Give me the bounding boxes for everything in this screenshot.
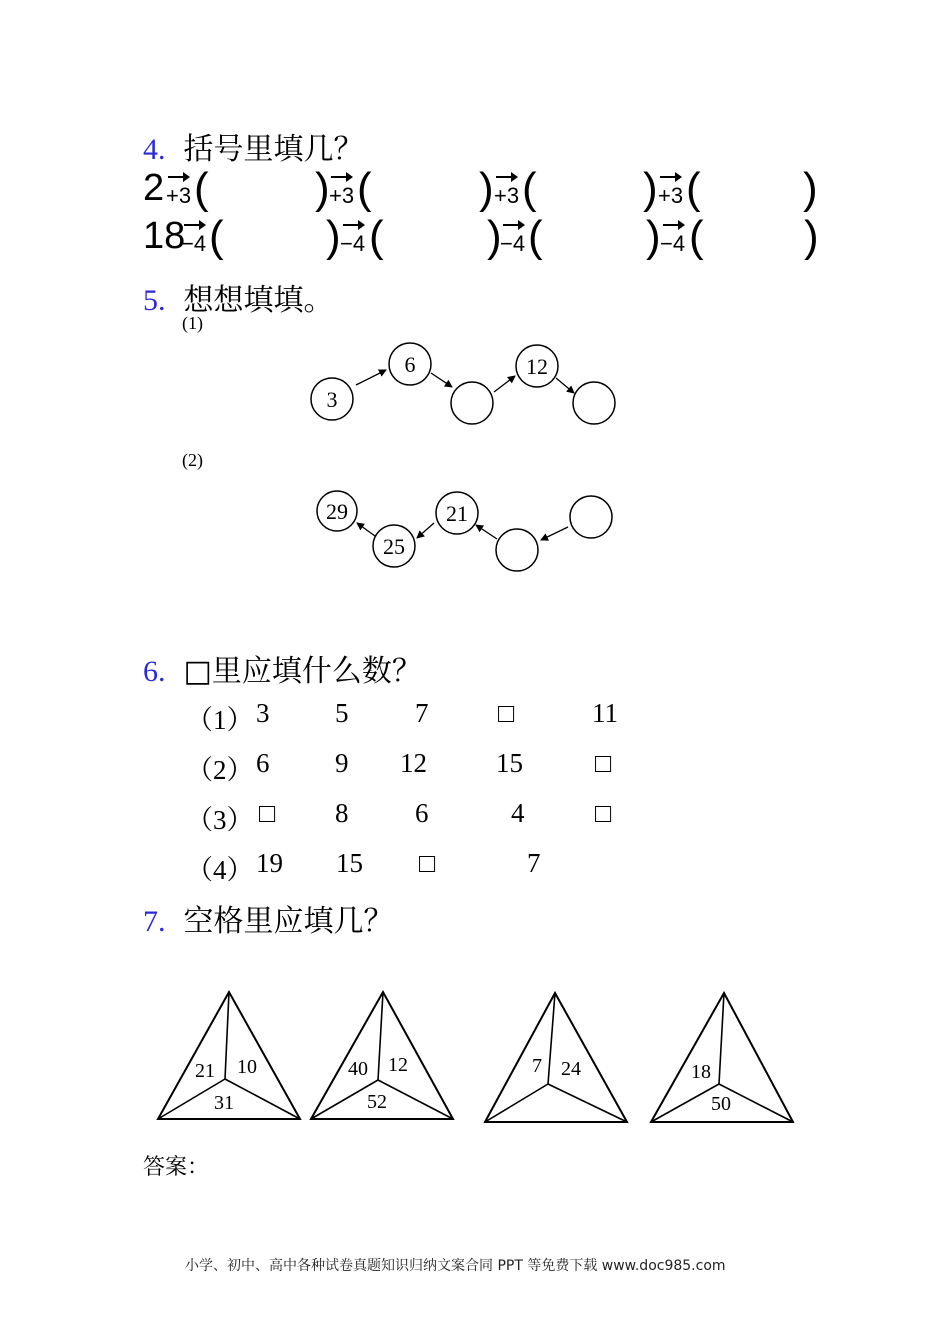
q7-t4-bottom: 50 — [711, 1093, 731, 1115]
q7-triangle-1 — [158, 992, 300, 1119]
q6-row3-blank[interactable]: □ — [259, 798, 276, 828]
q7-t2-bottom: 52 — [367, 1091, 387, 1113]
q5-p1-value-1: 3 — [326, 387, 338, 412]
q6-row4-label: （4） — [186, 855, 254, 885]
arrow-icon — [541, 527, 568, 540]
arrow-icon — [357, 523, 375, 536]
q4-row1-open-4: ( — [686, 164, 701, 213]
q4-row1-op-3: +3 — [494, 183, 520, 208]
q6-row2-item: 9 — [335, 748, 349, 778]
q5-p2-value-3: 21 — [446, 501, 468, 526]
q5-part1-label: (1) — [182, 313, 203, 333]
arrow-right-icon — [183, 219, 207, 231]
q4-row1-close-4: ) — [803, 164, 818, 213]
answer-label: 答案： — [143, 1155, 210, 1180]
q7-t1-right: 10 — [237, 1056, 257, 1078]
q5-part2-label: (2) — [182, 450, 203, 470]
q7-t2-right: 12 — [388, 1054, 408, 1076]
q4-row2-open-1: ( — [209, 212, 224, 261]
q6-row3-item: 4 — [511, 798, 525, 828]
q6-row1-item: 5 — [335, 698, 349, 728]
q6-row1-blank[interactable]: □ — [498, 698, 515, 728]
q7-t4-left: 18 — [691, 1061, 711, 1083]
arrow-right-icon — [662, 219, 686, 231]
q4-heading — [143, 124, 364, 168]
q5-part1-diagram — [300, 335, 630, 435]
q4-title: 括号里填几？ — [183, 132, 364, 167]
q6-heading — [143, 646, 422, 690]
q6-row1-item: 7 — [415, 698, 429, 728]
q6-row2-label: （2） — [186, 755, 254, 785]
q4-row1-close-1: ) — [315, 164, 330, 213]
q7-triangle-2 — [311, 992, 453, 1119]
q5-part2-diagram — [300, 480, 630, 580]
q7-title: 空格里应填几？ — [183, 904, 394, 939]
q4-row1-start: 2 — [143, 167, 165, 209]
q4-row2-close-3: ) — [646, 212, 661, 261]
q6-title: □里应填什么数？ — [183, 654, 422, 689]
q5-p2-circle-5[interactable] — [570, 496, 612, 538]
q7-t2-left: 40 — [348, 1058, 368, 1080]
q6-row4-blank[interactable]: □ — [419, 848, 436, 878]
arrow-icon — [476, 525, 497, 539]
q4-row2-open-3: ( — [528, 212, 543, 261]
q6-row2-blank[interactable]: □ — [595, 748, 612, 778]
q6-row4-item: 7 — [527, 848, 541, 878]
q4-row1-open-1: ( — [194, 164, 209, 213]
q4-row1-op-1: +3 — [166, 183, 192, 208]
q5-p2-circle-4[interactable] — [496, 529, 538, 571]
q6-row3-item: 8 — [335, 798, 349, 828]
q4-row2-close-2: ) — [487, 212, 502, 261]
q4-row2-close-1: ) — [326, 212, 341, 261]
q6-row2-item: 6 — [256, 748, 270, 778]
q7-triangle-3 — [485, 993, 627, 1122]
arrow-icon — [356, 370, 386, 385]
q5-p2-value-1: 29 — [326, 499, 348, 524]
q5-p1-circle-3[interactable] — [451, 382, 493, 424]
q6-row4-item: 19 — [256, 848, 283, 878]
q4-row1-close-3: ) — [643, 164, 658, 213]
q5-p2-value-2: 25 — [383, 534, 405, 559]
q7-triangle-4 — [651, 993, 793, 1122]
q7-heading — [143, 896, 394, 940]
q6-row1-item: 11 — [592, 698, 618, 728]
q5-number: 5. — [143, 284, 166, 317]
q4-row2-op-4: −4 — [660, 231, 686, 256]
q4-row2-op-1: −4 — [181, 231, 207, 256]
arrow-icon — [556, 378, 574, 393]
q6-row4-item: 15 — [336, 848, 363, 878]
q6-row3-item: 6 — [415, 798, 429, 828]
q7-triangles — [150, 985, 810, 1130]
q4-row2-close-4: ) — [804, 212, 819, 261]
q6-row2-item: 12 — [400, 748, 427, 778]
q7-t1-left: 21 — [195, 1060, 215, 1082]
arrow-right-icon — [502, 219, 526, 231]
q4-row2-start: 18 — [143, 215, 186, 257]
q4-row2-open-4: ( — [689, 212, 704, 261]
q6-row1-item: 3 — [256, 698, 270, 728]
q7-t1-bottom: 31 — [214, 1092, 234, 1114]
arrow-right-icon — [167, 171, 191, 183]
arrow-icon — [494, 376, 515, 392]
q6-row3-blank[interactable]: □ — [595, 798, 612, 828]
q7-number: 7. — [143, 905, 166, 938]
q5-p1-circle-5[interactable] — [573, 382, 615, 424]
q7-t3-right: 24 — [561, 1058, 581, 1080]
q6-row2-item: 15 — [496, 748, 523, 778]
arrow-right-icon — [330, 171, 354, 183]
q6-row1-label: （1） — [186, 705, 254, 735]
q5-heading — [143, 275, 334, 319]
q5-p1-value-4: 12 — [526, 354, 548, 379]
q4-row1-open-2: ( — [357, 164, 372, 213]
q6-number: 6. — [143, 655, 166, 688]
q4-row1-open-3: ( — [522, 164, 537, 213]
arrow-icon — [431, 373, 452, 387]
q4-row1-op-2: +3 — [329, 183, 355, 208]
arrow-right-icon — [495, 171, 519, 183]
q7-t3-left: 7 — [532, 1055, 542, 1077]
q4-number: 4. — [143, 133, 166, 166]
q4-row2-op-2: −4 — [340, 231, 366, 256]
q4-row2-op-3: −4 — [500, 231, 526, 256]
arrow-icon — [417, 523, 434, 538]
arrow-right-icon — [342, 219, 366, 231]
q4-row1-op-4: +3 — [658, 183, 684, 208]
q6-row3-label: （3） — [186, 805, 254, 835]
q5-title: 想想填填。 — [183, 283, 334, 318]
q4-row1-close-2: ) — [479, 164, 494, 213]
q4-row2-open-2: ( — [369, 212, 384, 261]
page-footer[interactable]: 小学、初中、高中各种试卷真题知识归纳文案合同 PPT 等免费下载 www.doc985.com — [185, 1258, 726, 1274]
q5-p1-value-2: 6 — [404, 352, 416, 377]
arrow-right-icon — [659, 171, 683, 183]
